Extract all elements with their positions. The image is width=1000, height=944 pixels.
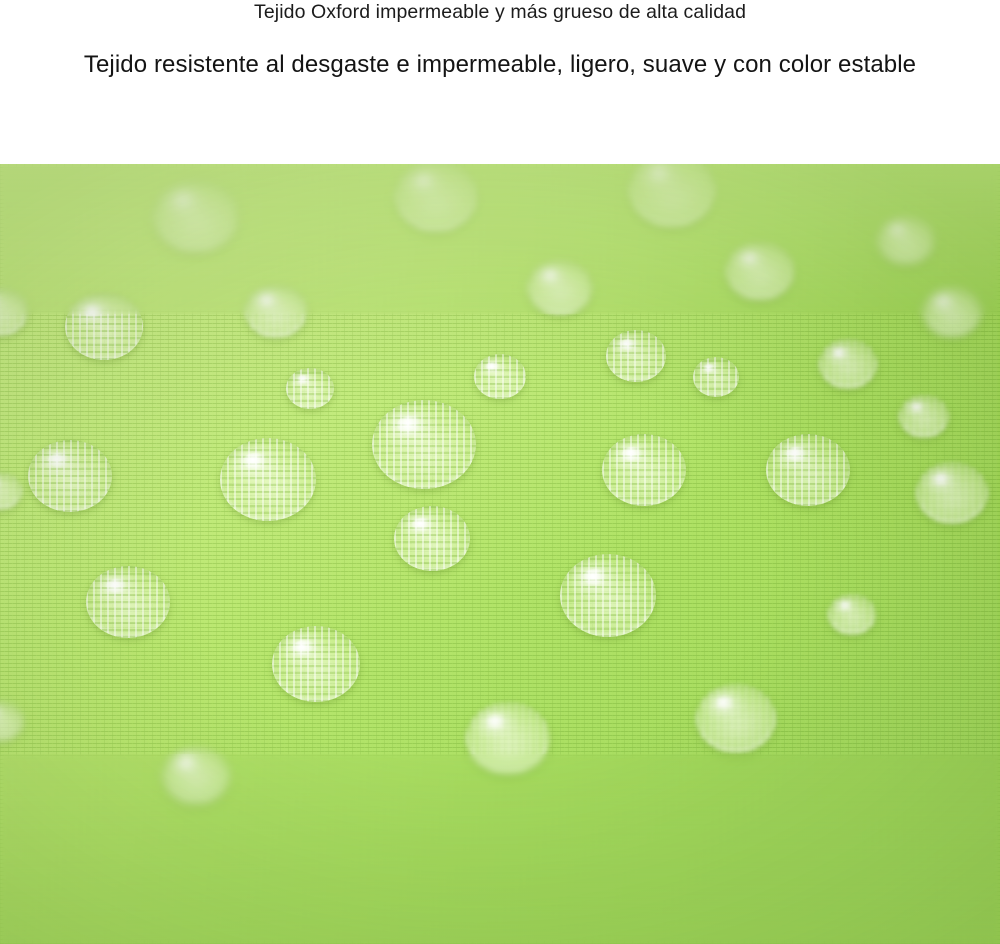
fabric-closeup-photo	[0, 164, 1000, 944]
water-droplet	[766, 434, 850, 506]
water-droplet	[899, 395, 949, 438]
water-droplet	[154, 180, 238, 252]
description-text-block	[0, 0, 1000, 164]
water-droplet	[602, 434, 686, 506]
water-droplet	[28, 440, 112, 512]
water-droplet	[560, 554, 656, 637]
water-droplet	[286, 368, 334, 409]
water-droplet	[878, 216, 934, 264]
water-droplet	[372, 400, 476, 489]
water-droplet	[272, 626, 360, 702]
water-droplet	[394, 506, 470, 571]
water-droplet	[245, 285, 307, 338]
water-droplet	[726, 242, 794, 300]
water-droplet	[220, 438, 316, 521]
water-droplet	[395, 164, 477, 232]
water-droplet	[466, 702, 550, 774]
water-droplet	[696, 684, 776, 753]
water-droplet	[65, 293, 143, 360]
water-droplet	[916, 462, 988, 524]
water-droplet	[693, 357, 739, 397]
fabric-headline-primary: Tejido resistente al desgaste e impermeable, ligero, suave y con color estable	[83, 51, 917, 78]
water-droplet	[828, 594, 876, 635]
water-droplet	[86, 566, 170, 638]
water-droplet	[923, 287, 981, 337]
fabric-headline-secondary: Tejido Oxford impermeable y más grueso de alta calidad	[253, 1, 747, 23]
fabric-weave-layer	[0, 164, 1000, 944]
water-droplet	[474, 354, 526, 399]
water-droplet	[163, 747, 229, 804]
water-droplet	[606, 330, 666, 382]
water-droplet	[528, 260, 592, 315]
water-droplet	[819, 339, 877, 389]
